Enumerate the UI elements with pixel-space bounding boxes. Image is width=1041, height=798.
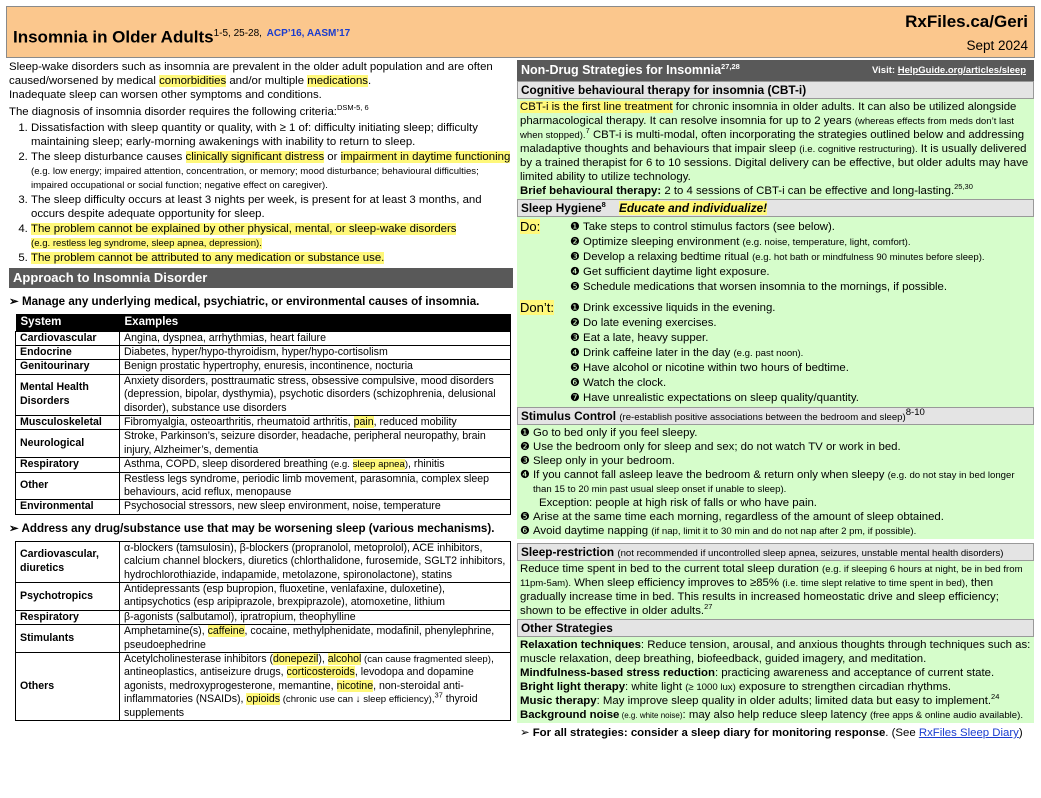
table-row: Environmental Psychosocial stressors, new sleep environment, noise, temperature: [16, 500, 511, 514]
list-item: ❷ Use the bedroom only for sleep and sex; do not watch TV or work in bed.: [520, 441, 901, 453]
criterion-5: 5. The problem cannot be attributed to any medication or substance use.: [31, 251, 513, 265]
table-row: Cardiovascular, diuretics α-blockers (tamsulosin), β-blockers (propranolol, metoprolol), ACE inhibitors, calcium channel blockers, diuretics (chlorthalidone, furosemide, SGLT2 inhibitors, hydrochlorothiazide, indapamide, metolazone, spironolactone), statins: [16, 541, 511, 582]
relaxation-item: Relaxation techniques: Reduce tension, arousal, and anxious thoughts through techniques such as: muscle relaxation, deep breathing, biofeedback, guided imagery, and meditation.: [520, 639, 1031, 665]
publish-date: Sept 2024: [966, 38, 1028, 53]
page-title: Insomnia in Older Adults$^{1-5, 25-28,}$ $^{ACP’16, AASM’17}$: [13, 27, 351, 47]
table-row: Mental Health Disorders Anxiety disorders, posttraumatic stress, obsessive compulsive, mood disorders (depression, bipolar, dysthymia), psychotic disorders (schizophrenia, delusional disorder), substance use disorders: [16, 374, 511, 415]
criterion-1: 1. Dissatisfaction with sleep quantity or quality, with ≥ 1 of: difficulty initiating sleep; difficulty maintaining sleep; early-morning awakenings with inability to return to sleep.: [31, 121, 513, 149]
helpguide-link[interactable]: Visit: HelpGuide.org/articles/sleep: [872, 65, 1026, 76]
sleep-restriction-header: Sleep-restriction (not recommended if uncontrolled sleep apnea, seizures, unstable mental health disorders): [517, 543, 1034, 561]
cbti-body: CBT-i is the first line treatment for chronic insomnia in older adults. It can also be utilized alongside pharmacological therapy. It can resolve insomnia for up to 2 years (whereas effects from meds don’t last when stopped).$^7$ CBT-i is multi-modal, often incorporating the strategies outlined below and addressing maladaptive thoughts and behaviours that impair sleep (i.e. cognitive restructuring). It is usually delivered by a trained therapist for 6 to 10 sessions. Digital delivery can be effective, but older adults may have limited ability to utilize technology. Brief behavioural therapy: 2 to 4 sessions of CBT-i can be effective and long-lasting.$^{25,30}$: [517, 99, 1034, 199]
intro-paragraph: Sleep-wake disorders such as insomnia are prevalent in the older adult population and are often caused/worsened by medical comorbidities and/or multiple medications. Inadequate sleep can worsen other symptoms and conditions.: [9, 61, 493, 101]
stimulus-control-header: Stimulus Control (re-establish positive associations between the bedroom and sleep)$^{8-10}$: [517, 407, 1034, 425]
table-row: Respiratory Asthma, COPD, sleep disordered breathing (e.g. sleep apnea), rhinitis: [16, 458, 511, 472]
header-bar: [6, 6, 1035, 58]
stimulus-control-body: [517, 425, 1034, 539]
list-item: ❻ Watch the clock.: [570, 377, 667, 389]
sleep-hygiene-body: [517, 217, 1034, 407]
table-row: Others Acetylcholinesterase inhibitors (donepezil), alcohol (can cause fragmented sleep), antineoplastics, antiseizure drugs, corticosteroids, levodopa and dopamine agonists, medroxyprogesterone, memantine, nicotine, non-steroidal anti-inflammatories (NSAIDs), opioids (chronic use can ↓ sleep efficiency),$^{37}$ thyroid supplements: [16, 653, 511, 721]
light-therapy-item: Bright light therapy: white light (≥ 1000 lux) exposure to strengthen circadian rhythms.: [520, 681, 952, 693]
sleep-diary-link[interactable]: RxFiles Sleep Diary: [918, 727, 1019, 739]
background-noise-item: Background noise (e.g. white noise): may also help reduce sleep latency (free apps & online audio available).: [520, 709, 1024, 721]
table-row: Genitourinary Benign prostatic hypertrophy, enuresis, incontinence, nocturia: [16, 360, 511, 374]
title-refs: 1-5, 25-28,: [213, 28, 262, 39]
col-examples: Examples: [120, 314, 511, 331]
systems-table: [15, 314, 511, 515]
list-item: ❺ Arise at the same time each morning, regardless of the amount of sleep obtained.: [520, 511, 944, 523]
drugs-table: [15, 541, 511, 721]
left-column: [9, 60, 513, 721]
cbti-header: Cognitive behavioural therapy for insomnia (CBT-i): [517, 81, 1034, 99]
table-row: Musculoskeletal Fibromyalgia, osteoarthritis, rheumatoid arthritis, pain, reduced mobility: [16, 415, 511, 429]
list-item: ❶ Go to bed only if you feel sleepy.: [520, 427, 698, 439]
criterion-3: 3. The sleep difficulty occurs at least 3 nights per week, is present for at least 3 months, and occurs despite adequate opportunity for sleep.: [31, 193, 513, 221]
music-therapy-item: Music therapy: May improve sleep quality in older adults; limited data but easy to implement.$^{24}$: [520, 692, 1000, 707]
table-row: Respiratory β-agonists (salbutamol), ipratropium, theophylline: [16, 610, 511, 624]
guideline-refs: ACP’16, AASM’17: [266, 28, 351, 39]
list-item: ❶ Take steps to control stimulus factors (see below).: [570, 221, 835, 233]
list-item: ❻ Avoid daytime napping (if nap, limit it to 30 min and do not nap after 2 pm, if possible).: [520, 525, 917, 537]
brand-link[interactable]: RxFiles.ca/Geri: [905, 12, 1028, 31]
list-item: ❹ Drink caffeine later in the day (e.g. past noon).: [570, 347, 804, 359]
list-item: ❸ Sleep only in your bedroom.: [520, 455, 675, 467]
list-item: ❷ Optimize sleeping environment (e.g. noise, temperature, light, comfort).: [570, 236, 911, 248]
stimulus-exception: Exception: people at high risk of falls or who have pain.: [539, 497, 817, 509]
table-row: Neurological Stroke, Parkinson’s, seizure disorder, headache, peripheral neuropathy, brain injury, Alzheimer’s, dementia: [16, 430, 511, 458]
do-list: Do: ❶ Take steps to control stimulus factors (see below). ❷ Optimize sleeping environment (e.g. noise, temperature, light, comfort). ❸ Develop a relaxing bedtime ritual (e.g. hot bath or mindfulness 90 minutes before sleep). ❹ Get sufficient daytime light exposure. ❺ Schedule medications that worsen insomnia to the mornings, if possible.: [520, 219, 985, 293]
criteria-list: [9, 121, 513, 265]
approach-section-header: Approach to Insomnia Disorder: [9, 268, 513, 288]
right-column: [517, 60, 1034, 741]
list-item: ❷ Do late evening exercises.: [570, 317, 717, 329]
list-item: ❺ Have alcohol or nicotine within two hours of bedtime.: [570, 362, 849, 374]
table-row: Other Restless legs syndrome, periodic limb movement, parasomnia, complex sleep behaviours, acid reflux, menopause: [16, 472, 511, 500]
list-item: ❹ Get sufficient daytime light exposure.: [570, 266, 770, 278]
sleep-restriction-body: Reduce time spent in bed to the current total sleep duration (e.g. if sleeping 6 hours at night, be in bed from 11pm-5am). When sleep efficiency improves to ≥85% (i.e. time slept relative to time spent in bed), then gradually increase time in bed. This results in increased homeostatic drive and sleep efficiency; shown to be effective in older adults.$^{27}$: [517, 561, 1034, 619]
sleep-diary-note: ➢ For all strategies: consider a sleep diary for monitoring response. (See RxFiles Sleep Diary): [520, 727, 1023, 739]
nondrug-section-header: Non-Drug Strategies for Insomnia$^{27,28}$ Visit: HelpGuide.org/articles/sleep: [517, 60, 1034, 81]
table-row: Psychotropics Antidepressants (esp bupropion, fluoxetine, venlafaxine, duloxetine), antipsychotics (esp aripiprazole, brexpiprazole), atomoxetine, lithium: [16, 583, 511, 611]
list-item: ❶ Drink excessive liquids in the evening.: [570, 302, 776, 314]
criterion-4: 4. The problem cannot be explained by other physical, mental, or sleep-wake disorders (e.g. restless leg syndrome, sleep apnea, depression).: [31, 222, 513, 250]
sleep-hygiene-header: Sleep Hygiene$^8$ Educate and individualize!: [517, 199, 1034, 217]
table-row: Endocrine Diabetes, hyper/hypo-thyroidism, hyper/hypo-cortisolism: [16, 345, 511, 359]
criterion-2: 2. The sleep disturbance causes clinically significant distress or impairment in daytime functioning (e.g. low energy; impaired attention, concentration, or memory; mood disturbance; behavioural difficulties; impaired occupational or social function; negative effect on caregiver).: [31, 150, 513, 192]
dont-list: Don’t: ❶ Drink excessive liquids in the evening. ❷ Do late evening exercises. ❸ Eat a late, heavy supper. ❹ Drink caffeine later in the day (e.g. past noon). ❺ Have alcohol or nicotine within two hours of bedtime. ❻ Watch the clock. ❼ Have unrealistic expectations on sleep quality/quantity.: [520, 300, 859, 404]
col-system: System: [16, 314, 120, 331]
mindfulness-item: Mindfulness-based stress reduction: practicing awareness and acceptance of current state.: [520, 667, 995, 679]
table-row: Cardiovascular Angina, dyspnea, arrhythmias, heart failure: [16, 331, 511, 345]
table-row: Stimulants Amphetamine(s), caffeine, cocaine, methylphenidate, modafinil, phenylephrine, pseudoephedrine: [16, 625, 511, 653]
list-item: ❸ Develop a relaxing bedtime ritual (e.g. hot bath or mindfulness 90 minutes before sleep).: [570, 251, 985, 263]
list-item: ❹ If you cannot fall asleep leave the bedroom & return only when sleepy (e.g. do not stay in bed longer than 15 to 20 min past usual sleep onset if unable to sleep).: [520, 469, 1015, 495]
list-item: ❸ Eat a late, heavy supper.: [570, 332, 709, 344]
diagnosis-lead: The diagnosis of insomnia disorder requires the following criteria:$^{DSM-5, 6}$: [9, 103, 369, 118]
list-item: ❺ Schedule medications that worsen insomnia to the mornings, if possible.: [570, 281, 948, 293]
drug-use-bullet: ➢ Address any drug/substance use that may be worsening sleep (various mechanisms).: [9, 521, 495, 535]
other-strategies-body: [517, 637, 1034, 723]
manage-causes-bullet: ➢ Manage any underlying medical, psychiatric, or environmental causes of insomnia.: [9, 295, 480, 308]
list-item: ❼ Have unrealistic expectations on sleep quality/quantity.: [570, 392, 859, 404]
other-strategies-header: Other Strategies: [517, 619, 1034, 637]
